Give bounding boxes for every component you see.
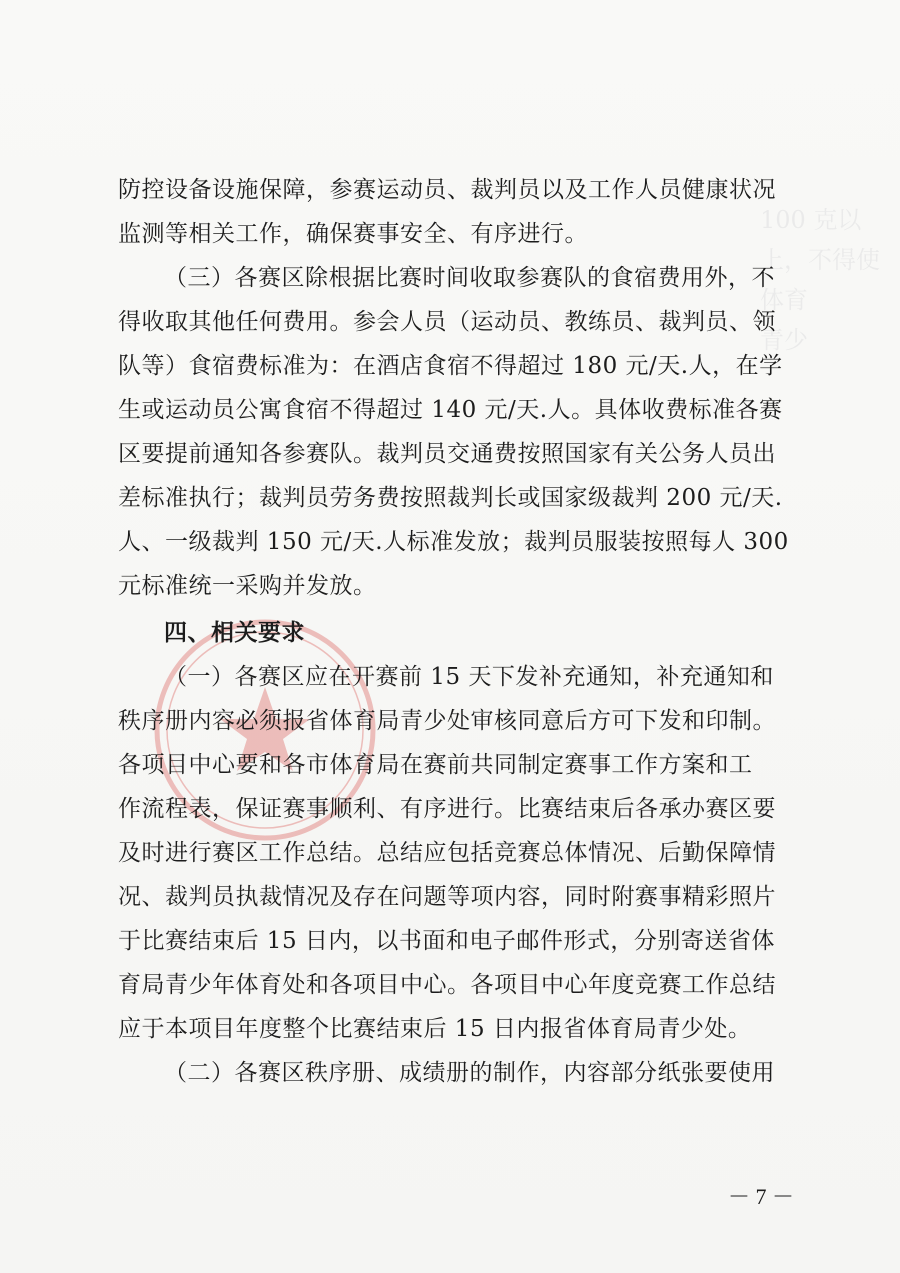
text-line: 应于本项目年度整个比赛结束后 15 日内报省体育局青少处。 bbox=[118, 1016, 752, 1042]
bleed-fragment: 体育 bbox=[760, 286, 808, 314]
text-line: 人、一级裁判 150 元/天.人标准发放；裁判员服装按照每人 300 bbox=[118, 529, 789, 555]
text-line: 元标准统一采购并发放。 bbox=[118, 573, 377, 599]
text-line: 防控设备设施保障，参赛运动员、裁判员以及工作人员健康状况 bbox=[118, 177, 776, 203]
section-heading-text: 四、相关要求 bbox=[164, 620, 305, 646]
paragraph-continuation bbox=[118, 168, 798, 256]
text-line: 于比赛结束后 15 日内，以书面和电子邮件形式，分别寄送省体 bbox=[118, 928, 775, 954]
text-line: （三）各赛区除根据比赛时间收取参赛队的食宿费用外，不 bbox=[164, 265, 775, 291]
text-line: 秩序册内容必须报省体育局青少处审核同意后方可下发和印制。 bbox=[118, 708, 776, 734]
text-line: （二）各赛区秩序册、成绩册的制作，内容部分纸张要使用 bbox=[164, 1060, 775, 1086]
text-line: 得收取其他任何费用。参会人员（运动员、教练员、裁判员、领 bbox=[118, 309, 776, 335]
text-line: 作流程表，保证赛事顺利、有序进行。比赛结束后各承办赛区要 bbox=[118, 796, 776, 822]
text-line: （一）各赛区应在开赛前 15 天下发补充通知，补充通知和 bbox=[164, 664, 774, 690]
section-heading bbox=[118, 611, 798, 655]
text-line: 各项目中心要和各市体育局在赛前共同制定赛事工作方案和工 bbox=[118, 752, 753, 778]
text-line: 队等）食宿费标准为：在酒店食宿不得超过 180 元/天.人，在学 bbox=[118, 353, 783, 379]
text-line: 差标准执行；裁判员劳务费按照裁判长或国家级裁判 200 元/天. bbox=[118, 485, 783, 511]
bleed-fragment: 100 克以上，不得使 bbox=[760, 206, 880, 274]
paragraph-fees bbox=[118, 256, 798, 608]
text-line: 况、裁判员执裁情况及存在问题等项内容，同时附赛事精彩照片 bbox=[118, 884, 776, 910]
text-line: 育局青少年体育处和各项目中心。各项目中心年度竞赛工作总结 bbox=[118, 972, 776, 998]
paragraph-requirements-2 bbox=[118, 1051, 798, 1095]
text-line: 及时进行赛区工作总结。总结应包括竞赛总体情况、后勤保障情 bbox=[118, 840, 776, 866]
paragraph-requirements-1 bbox=[118, 655, 798, 1051]
text-line: 生或运动员公寓食宿不得超过 140 元/天.人。具体收费标准各赛 bbox=[118, 397, 783, 423]
text-line: 监测等相关工作，确保赛事安全、有序进行。 bbox=[118, 221, 588, 247]
bleed-fragment: 青少 bbox=[760, 326, 808, 354]
text-line: 区要提前通知各参赛队。裁判员交通费按照国家有关公务人员出 bbox=[118, 441, 776, 467]
document-body bbox=[118, 168, 798, 1095]
page-number: － 7 － bbox=[728, 1184, 795, 1209]
